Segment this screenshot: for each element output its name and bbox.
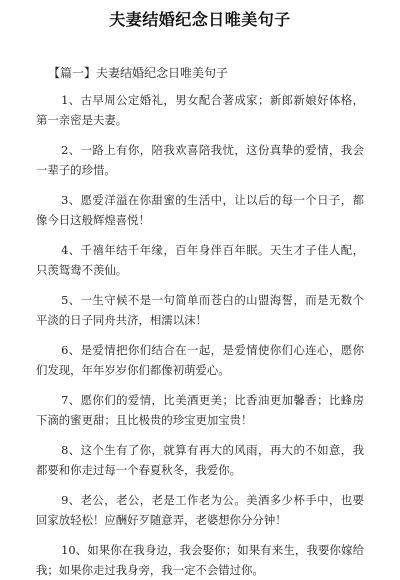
paragraph-list [36, 90, 364, 580]
paragraph-10: 10、如果你在我身边，我会娶你；如果有来生，我要你嫁给我；如果你走过我身旁，我一定不会错过你。 [36, 543, 364, 577]
paragraph-8: 8、这个生有了你，就算有再大的风雨，再大的不如意，我都要和你走过每一个春夏秋冬，我爱你。 [36, 443, 364, 477]
paragraph-5: 5、一生守候不是一句简单而苍白的山盟海誓，而是无数个平淡的日子同舟共济，相濡以沫！ [36, 293, 364, 327]
paragraph-7: 7、愿你们的爱情，比美酒更美；比香油更加馨香；比蜂房下滴的蜜更甜；且比极贵的珍宝更加宝贵！ [36, 393, 364, 427]
document-title: 夫妻结婚纪念日唯美句子 [109, 10, 291, 29]
paragraph-6: 6、是爱情把你们结合在一起，是爱情使你们心连心，愿你们发现，年年岁岁你们都像初萌爱心。 [36, 343, 364, 377]
paragraph-4: 4、千禧年结千年缘，百年身伴百年眠。天生才子佳人配，只羡鸳鸯不羡仙。 [36, 243, 364, 277]
section-header: 【篇一】夫妻结婚纪念日唯美句子 [48, 66, 229, 80]
paragraph-3: 3、愿爱洋溢在你甜蜜的生活中，让以后的每一个日子，都像今日这般辉煌喜悦！ [36, 193, 364, 227]
paragraph-2: 2、一路上有你，陪我欢喜陪我忧，这份真挚的爱情，我会一辈子的珍惜。 [36, 143, 364, 177]
paragraph-9: 9、老公，老公，老是工作老为公。美酒多少杯手中，也要回家放轻松！应酬好歹随意弄，老婆想你分分钟！ [36, 493, 364, 527]
paragraph-1: 1、古早周公定婚礼，男女配合著成家；新郎新娘好体格，第一亲密是夫妻。 [36, 93, 364, 127]
